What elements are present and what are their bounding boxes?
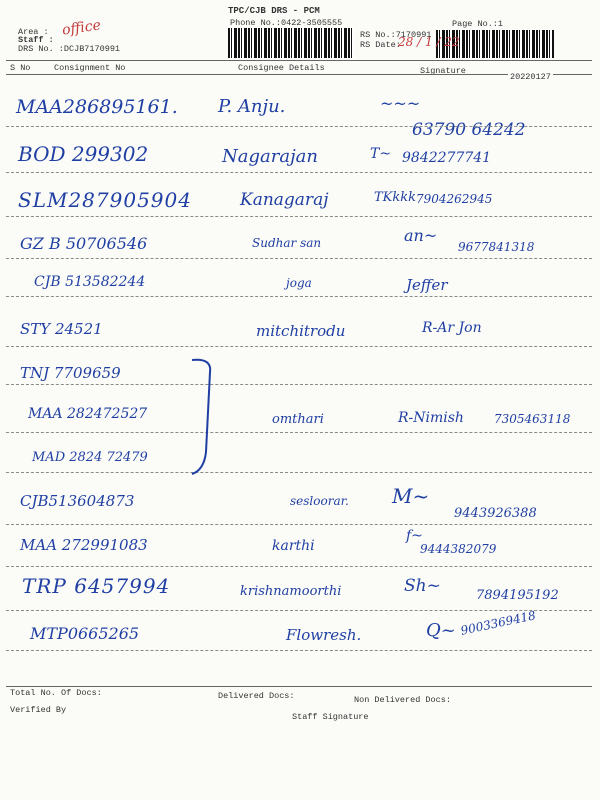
phone-number: 9003369418 <box>459 608 537 638</box>
row-separator <box>6 610 592 611</box>
signature: TKkkk <box>374 190 417 205</box>
consignment-number: MAA286895161. <box>16 96 178 118</box>
date-stamp: 20220127 <box>510 72 551 82</box>
col-consignment: Consignment No <box>54 63 126 73</box>
signature: Jeffer <box>406 276 448 294</box>
page-number: Page No.:1 <box>452 19 504 29</box>
consignment-number: CJB 513582244 <box>34 274 146 290</box>
verified-by-label: Verified By <box>10 705 67 715</box>
staff-signature-label: Staff Signature <box>292 712 369 722</box>
footer-rule <box>6 686 592 687</box>
consignment-number: MAA 282472527 <box>28 406 148 422</box>
row-separator <box>6 524 592 525</box>
consignee-name: Nagarajan <box>222 146 318 167</box>
row-separator <box>6 296 592 297</box>
phone-number: 9443926388 <box>454 506 537 521</box>
row-separator <box>6 384 592 385</box>
consignee-name: Sudhar san <box>252 236 322 250</box>
phone-number: 63790 64242 <box>412 120 526 140</box>
consignment-number: GZ B 50706546 <box>20 234 148 253</box>
consignee-name: P. Anju. <box>218 96 286 117</box>
signature: R-Ar Jon <box>422 320 482 336</box>
signature: R-Nimish <box>398 410 464 426</box>
consignment-number: TRP 6457994 <box>22 574 171 598</box>
consignee-name: joga <box>286 276 312 290</box>
consignee-name: sesloorar. <box>290 494 349 508</box>
bracket-mark <box>186 352 222 482</box>
signature: T~ <box>370 146 392 162</box>
staff-value-handwritten: office <box>61 17 102 39</box>
signature: Q~ <box>426 620 456 641</box>
consignment-number: CJB513604873 <box>20 492 135 510</box>
consignment-number: MTP0665265 <box>30 624 140 643</box>
phone-number: 7894195192 <box>476 588 559 603</box>
row-separator <box>6 432 592 433</box>
total-docs-label: Total No. Of Docs: <box>10 688 102 698</box>
header-rule-bottom <box>6 74 592 75</box>
row-separator <box>6 216 592 217</box>
area-label: Area : <box>18 27 49 37</box>
signature: ~~~ <box>380 94 421 113</box>
row-separator <box>6 650 592 651</box>
consignee-name: omthari <box>272 412 324 427</box>
phone-number: 9677841318 <box>458 240 535 254</box>
phone-number: 9842277741 <box>402 150 492 166</box>
signature: Sh~ <box>404 576 441 596</box>
rs-date-handwritten: 28 / 1 / 22 <box>398 35 460 49</box>
rs-date-label: RS Date: <box>360 40 401 50</box>
consignment-number: MAA 272991083 <box>20 536 148 554</box>
row-separator <box>6 258 592 259</box>
phone-number: 7305463118 <box>494 412 571 426</box>
signature: M~ <box>392 484 430 508</box>
rs-number: RS No.:7170991 <box>360 30 432 40</box>
signature: f~ <box>406 528 423 544</box>
col-sno: S No <box>10 63 31 73</box>
row-separator <box>6 172 592 173</box>
document-title: TPC/CJB DRS - PCM <box>228 6 320 16</box>
phone-number: Phone No.:0422-3505555 <box>230 18 343 28</box>
phone-number: 7904262945 <box>416 192 493 206</box>
header-rule-top <box>6 60 592 61</box>
col-consignee: Consignee Details <box>238 63 325 73</box>
signature: an~ <box>404 226 438 245</box>
consignment-number: TNJ 7709659 <box>20 364 121 382</box>
consignment-number: SLM287905904 <box>18 188 192 212</box>
drs-number: DRS No. :DCJB7170991 <box>18 44 121 54</box>
barcode-drs <box>228 28 354 58</box>
consignee-name: mitchitrodu <box>256 322 346 340</box>
consignee-name: karthi <box>272 538 315 554</box>
row-separator <box>6 566 592 567</box>
consignment-number: MAD 2824 72479 <box>32 450 148 465</box>
staff-label: Staff : <box>18 35 54 45</box>
row-separator <box>6 472 592 473</box>
consignee-name: krishnamoorthi <box>240 584 342 599</box>
delivered-docs-label: Delivered Docs: <box>218 691 295 701</box>
consignment-number: STY 24521 <box>20 320 103 338</box>
col-signature: Signature <box>420 66 466 76</box>
phone-number: 9444382079 <box>420 542 497 556</box>
consignee-name: Flowresh. <box>286 626 362 644</box>
consignee-name: Kanagaraj <box>240 190 329 210</box>
row-separator <box>6 126 592 127</box>
non-delivered-docs-label: Non Delivered Docs: <box>354 695 451 705</box>
row-separator <box>6 346 592 347</box>
consignment-number: BOD 299302 <box>18 142 149 166</box>
